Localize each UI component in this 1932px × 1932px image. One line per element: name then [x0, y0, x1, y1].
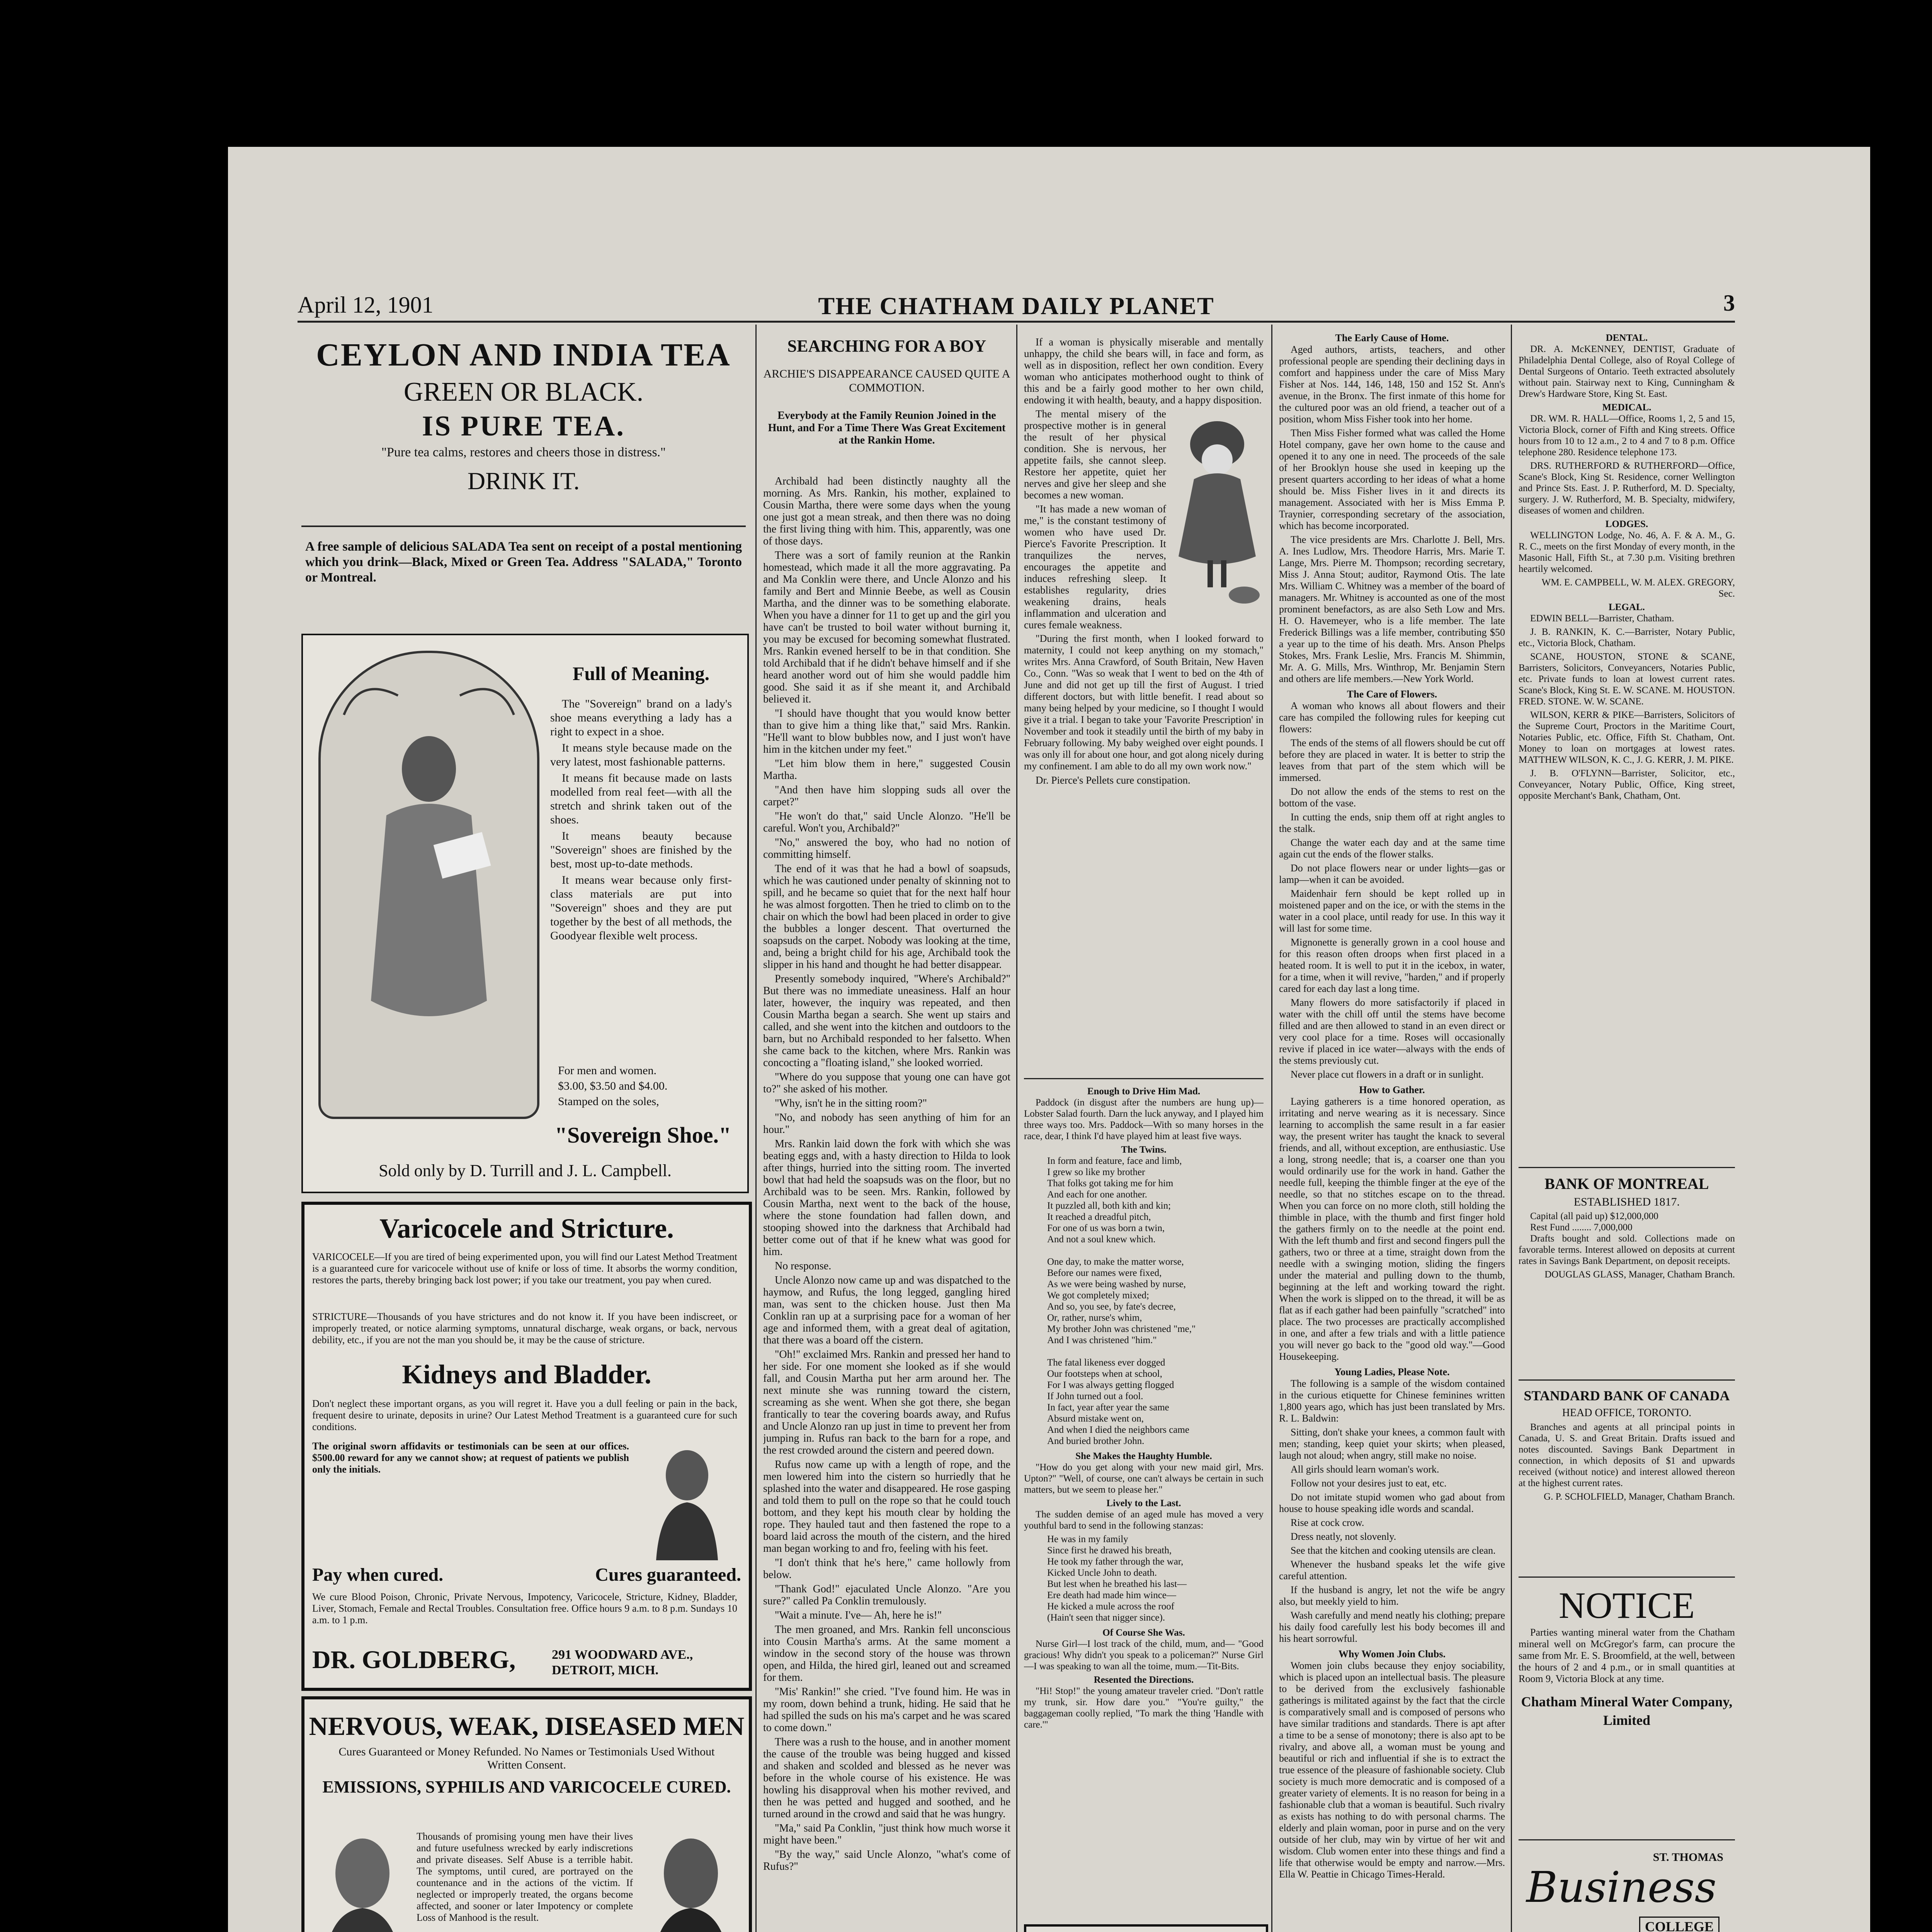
- story-para: "Mis' Rankin!" she cried. "I've found him. He was in my room, down behind a trunk, hiding. He said that he had spilled the suds on his ma's carpet and he was scared to come down.": [763, 1686, 1010, 1734]
- masthead: [298, 288, 1735, 319]
- flowers-heading: The Care of Flowers.: [1347, 689, 1437, 700]
- sovereign-heading: Full of Meaning.: [572, 663, 710, 684]
- story-para: "Ma," said Pa Conklin, "just think how much worse it might have been.": [763, 1822, 1010, 1846]
- home-para: Aged authors, artists, teachers, and other professional people are spending their declining days in comfort and happiness under the care of Miss Mary Fisher at Nos. 144, 146, 148, 150 and 152 St. Ann's avenue, in the Bronx. The first inmate of this home for the cultured poor was an old friend, a teacher out of a position, whom Miss Fisher took into her home.: [1279, 344, 1505, 425]
- lively-verse: He was in my family Since first he drawed his breath, He took my father through the war, Kicked Uncle John to death. But lest when he breathed his last— Ere death had made him wince— He kicked a mule across the roof (Hain't seen that nigger since).: [1047, 1534, 1187, 1623]
- legal-listing: EDWIN BELL—Barrister, Chatham.: [1530, 613, 1674, 624]
- lively-heading: Lively to the Last.: [1106, 1498, 1181, 1509]
- story-para: Presently somebody inquired, "Where's Archibald?" But there was no immediate uneasiness. Half an hour later, however, the inquiry was repeated, and then Cousin Martha began a search. She went up stairs and called, and she went into the kitchen and outdoors to the barn, but no Archibald responded to her falsetto. When she came back to the kitchen, where Mrs. Rankin was concocting a "floating island," she looked worried.: [763, 973, 1010, 1069]
- story-body: [763, 475, 1010, 1932]
- story-para: "Let him blow them in here," suggested Cousin Martha.: [763, 758, 1010, 782]
- sovereign-para: It means style because made on the very latest, most fashionable patterns.: [550, 742, 732, 768]
- varicocele-intro: VARICOCELE—If you are tired of being experimented upon, you will find our Latest Method Treatment is a guaranteed cure for varicocele without use of knife or loss of time. It absorbs the wormy condition, restores the parts, thereby bringing back lost power; if you take our treatment, you pay when cured.: [312, 1251, 737, 1286]
- varicocele-heading: Varicocele and Stricture.: [379, 1213, 674, 1244]
- lodge-listing: WELLINGTON Lodge, No. 46, A. F. & A. M., G. R. C., meets on the first Monday of every month, in the Masonic Hall, Fifth St., at 7.30 p.m. Visiting brethren heartily welcomed.: [1519, 530, 1735, 574]
- humble-body: "How do you get along with your new maid girl, Mrs. Upton?" "Well, of course, one can't always be certain in such matters, but we seem to please her.": [1024, 1462, 1264, 1495]
- story-para: "I don't think that he's here," came hollowly from below.: [763, 1557, 1010, 1581]
- legal-heading: LEGAL.: [1609, 602, 1645, 612]
- story-para: "I should have thought that you would know better than to give him a thing like that," said Mrs. Rankin. "He'll want to blow bubbles now, and I just won't have him in the kitchen under my feet.": [763, 707, 1010, 755]
- story-para: Archibald had been distinctly naughty all the morning. As Mrs. Rankin, his mother, explained to Cousin Martha, there were some days when the young one just got a mean streak, and then there was no doing the first living thing with him. This, apparently, was one of those days.: [763, 475, 1010, 547]
- story-para: Mrs. Rankin laid down the fork with which she was beating eggs and, with a hasty direction to Hilda to look after things, hurried into the sitting room. The inverted bowl that had held the soapsuds was on the floor, but no Archibald was to be seen. Mrs. Rankin, followed by Cousin Martha, next went to the back of the house, where the stone foundation had fallen down, and stooping showed into the darkness that Archibald had better come out of that if he knew what was good for him.: [763, 1138, 1010, 1258]
- story-para: "And then have him slopping suds all over the carpet?": [763, 784, 1010, 808]
- legal-listing: J. B. O'FLYNN—Barrister, Solicitor, etc., Conveyancer, Notary Public, Office, King street, opposite Merchant's Bank, Chatham, Ont.: [1519, 768, 1735, 801]
- bom-body: Drafts bought and sold. Collections made on favorable terms. Interest allowed on deposits at current rates in Savings Bank Department, on deposit receipts.: [1519, 1233, 1735, 1266]
- column-rule: [1271, 325, 1272, 1932]
- story-deck: Everybody at the Family Reunion Joined in the Hunt, and For a Time There Was Great Excitement at the Rankin Home.: [768, 410, 1006, 446]
- flowers-para: In cutting the ends, snip them off at right angles to the stalk.: [1279, 811, 1505, 834]
- legal-listing: J. B. RANKIN, K. C.—Barrister, Notary Public, etc., Victoria Block, Chatham.: [1519, 627, 1735, 648]
- ladies-para: See that the kitchen and cooking utensils are clean.: [1291, 1545, 1496, 1556]
- miscellany: [1024, 1086, 1264, 1797]
- ladies-para: Dress neatly, not slovenly.: [1291, 1531, 1396, 1542]
- nervous-men-ad: [301, 1696, 752, 1932]
- dental-heading: DENTAL.: [1605, 333, 1648, 343]
- flowers-para: The ends of the stems of all flowers should be cut off before they are placed in water. It is better to strip the leaves from that part of the stem which will be immersed.: [1279, 737, 1505, 783]
- kidneys-body: Don't neglect these important organs, as you will regret it. Have you a dull feeling or pain in the back, frequent desire to urinate, deposits in urine? Our Latest Method Treatment is a guaranteed cure for such conditions.: [312, 1398, 737, 1432]
- lively-body: The sudden demise of an aged mule has moved a very youthful bard to send in the following stanzas:: [1024, 1509, 1264, 1531]
- story-para: "Why, isn't he in the sitting room?": [775, 1097, 927, 1109]
- varicocele-consult: We cure Blood Poison, Chronic, Private Nervous, Impotency, Varicocele, Stricture, Kidney, Bladder, Liver, Stomach, Female and Rectal Troubles. Consultation free. Office hours 9 a.m. to 8 p.m. Sundays 10 a.m. to 1 p.m.: [312, 1591, 737, 1626]
- sovereign-prices-label: For men and women.: [558, 1064, 656, 1077]
- ceylon-line3: IS PURE TEA.: [422, 410, 625, 442]
- medical-listing: DR. WM. R. HALL—Office, Rooms 1, 2, 5 and 15, Victoria Block, corner of Fifth and King streets. Office hours from 10 to 12 a.m., 2 to 4 and 7 to 8 p.m. Office telephone 280. Residence telephone 173.: [1519, 413, 1735, 457]
- pierce-para: "It has made a new woman of me," is the constant testimony of women who have used Dr. Pierce's Favorite Prescription. It tranquilizes the nerves, encourages the appetite and induces refreshing sleep. It establishes regularity, dries weakening drains, heals inflammation and ulceration and cures female weakness.: [1024, 503, 1166, 631]
- before-figure: [316, 1831, 409, 1932]
- column-rule: [1511, 325, 1512, 1932]
- resented-body: "Hi! Stop!" the young amateur traveler cried. "Don't rattle my trunk, sir. How dare you." "You're guilty," the baggageman coolly replied, "To mark the thing 'Handle with care.'": [1024, 1686, 1264, 1730]
- flowers-para: Many flowers do more satisfactorily if placed in water with the chill off until the stems have become filled and are then allowed to stand in an even direct or very cool place for a time. Roses will occasionally revive if placed in ice water—always with the ends of the stems previously cut.: [1279, 997, 1505, 1066]
- home-heading: The Early Cause of Home.: [1335, 332, 1449, 344]
- goldberg-portrait: [645, 1444, 730, 1560]
- professional-directory: [1519, 332, 1735, 1159]
- nervous-body: Thousands of promising young men have their lives and future usefulness wrecked by early indiscretions and private diseases. Self Abuse is a terrible habit. The symptoms, until cured, are portrayed on the countenance and in the actions of the victim. If neglected or improperly treated, the organs become affected, and sooner or later Impotency or complete Loss of Manhood is the result.: [417, 1831, 633, 1923]
- sovereign-para: It means wear because only first-class materials are put into "Sovereign" shoes and they are put together by the best of all methods, the Goodyear flexible welt process.: [550, 874, 732, 942]
- bank-of-montreal-ad: [1519, 1175, 1735, 1376]
- story-para: There was a rush to the house, and in another moment the cause of the trouble was being hugged and kissed and shaken and scolded and blessed as he never was before in the whole course of his existence. He was howling his disapproval when his mother revived, and then he was petted and hugged and soothed, and he turned around in the crowd and said that he was hungry.: [763, 1736, 1010, 1820]
- resented-heading: Resented the Directions.: [1094, 1675, 1194, 1685]
- bom-rest: Rest Fund ........ 7,000,000: [1530, 1222, 1633, 1233]
- story-para: "Thank God!" ejaculated Uncle Alonzo. "Are you sure?" called Pa Conklin tremulously.: [763, 1583, 1010, 1607]
- story-para: "No," answered the boy, who had no notion of committing himself.: [763, 837, 1010, 861]
- home-para: Then Miss Fisher formed what was called the Home Hotel company, gave her own home to the cause and opened it to any one in need. The proceeds of the sale of her Brooklyn house she used in keeping up the present quarters according to her ideas of what a home should be. Miss Fisher lives in it and directs its management. Associated with her is Miss Emma P. Traynier, corresponding secretary of the association, which has become incorporated.: [1279, 427, 1505, 531]
- home-para: The vice presidents are Mrs. Charlotte J. Bell, Mrs. A. Ines Ludlow, Mrs. Theodore Harris, Mrs. Marie T. Lange, Mrs. Pierre M. Thompson; recording secretary, Miss J. Anna Stout; auditor, Raymond Otis. The late Mrs. William C. Whitney was a member of the board of managers. Mr. Whitney is accounted as one of the most prominent benefactors, as are also Seth Low and Mrs. H. O. Havemeyer, who is a life member. The late Frederick Billings was a life member, contributing $50 a year up to the time of his death. Mrs. Anson Phelps Stokes, Mrs. Frank Leslie, Mrs. Francis M. Shimmin, Mr. A. G. Mills, Mrs. Winthrop, Mr. Benjamin Stern and others are life members.—New York World.: [1279, 534, 1505, 684]
- ceylon-tea-ad: [301, 336, 746, 518]
- column-rule: [755, 325, 757, 1932]
- sovereign-para: The "Sovereign" brand on a lady's shoe means everything a lady has a right to expect in a shoe.: [550, 697, 732, 738]
- flowers-para: Maidenhair fern should be kept rolled up in moistened paper and on the ice, or with the stems in the water in a cool place, until ready for use. In this way it will last for some time.: [1279, 888, 1505, 934]
- bom-heading: BANK OF MONTREAL: [1544, 1175, 1709, 1192]
- enough-body: Paddock (in disgust after the numbers are hung up)—Lobster Salad fourth. Darn the luck anyway, and I played him three ways too. Mrs. Paddock—With so many horses in the race, dear, I think I'd have played him at least five ways.: [1024, 1097, 1264, 1141]
- pierce-para: Dr. Pierce's Pellets cure constipation.: [1036, 774, 1190, 786]
- medical-heading: MEDICAL.: [1602, 402, 1651, 413]
- pierce-para: "During the first month, when I looked forward to maternity, I could not keep anything on my stomach," writes Mrs. Anna Crawford, of South Britain, New Haven Co., Conn. "Was so weak that I went to bed on the 4th of June and did not get up till the first of August. I tried different doctors, but with little benefit. I read about so many being helped by your medicine, so I thought I would give it a trial. I began to take your 'Favorite Prescription' in November and took it steadily until the birth of my baby in February following. My baby weighed over eight pounds. I was only ill for about one hour, and got along nicely during my confinement. I am able to do all my own work now.": [1024, 633, 1264, 772]
- story-para: Uncle Alonzo now came up and was dispatched to the haymow, and Rufus, the long legged, gangling hired man, was sent to the chicken house. Just then Ma Conklin ran up at a surprising pace for a woman of her age and informed them, with a great deal of agitation, that there was a board off the cistern.: [763, 1274, 1010, 1346]
- flowers-para: Never place cut flowers in a draft or in sunlight.: [1291, 1069, 1484, 1080]
- story-para: No response.: [775, 1260, 832, 1272]
- after-figure: [645, 1831, 737, 1932]
- clubs-para: Women join clubs because they enjoy sociability, which is placed upon an intellectual basis. The pleasure to be derived from the exclusively fashionable gatherings is militated against by the fact that the circle is comparatively small and is composed of persons who have similar traditions and standards. There is apt after a time to be a sense of monotony; there is also apt to be rivalry, and above all, a woman must be young and beautiful or rich and influential if she is to extract the true essence of the pleasure of fashionable society. Club society is much more democratic and is composed of a greater variety of elements. It is no reason for being in a fashionable club that a woman is beautiful. Such rivalry as exists has nothing to do with personal charms. The elderly and plain woman, poor in purse and on the very outside of her club, may win by virtue of her wit and wisdom. Club women enter into these things and find a life that otherwise would be empty and narrow.—Mrs. Ella W. Peattie in Chicago Times-Herald.: [1279, 1660, 1505, 1880]
- story-para: There was a sort of family reunion at the Rankin homestead, which made it all the more aggravating. Pa and Ma Conklin were there, and Uncle Alonzo and his family and Bert and Minnie Beebe, as well as Cousin Martha, and the dinner was to be something elaborate. When you have a dinner for 11 to get up and the girl you have can't be trusted to boil water without burning it, you may be excused for becoming somewhat flustrated. Mrs. Rankin evened herself to be in that condition. She told Archibald that if he didn't behave himself and if she heard another word out of him she would paddle him good. She said it as if she meant it, and Archibald believed it.: [763, 549, 1010, 705]
- college-script: Business: [1526, 1862, 1717, 1912]
- story-para: The end of it was that he had a bowl of soapsuds, which he was cautioned under penalty of skinning not to spill, and he became so quiet that for the next half hour he was almost forgotten. Then he tried to climb on to the chair on which the bowl had been placed in order to give the bubbles a longer descent. That overturned the soapsuds on the carpet. Nobody was looking at the time, and, being a bright child for his age, Archibald took the slipper in his hand and thought he had better disappear.: [763, 863, 1010, 971]
- gather-para: Laying gatherers is a time honored operation, as irritating and nerve wearing as it is necessary. Since learning to accomplish the same result in a far easier way, the present writer has taught the knack to several friends, and all, without exception, are enthusiastic. Use a long, strong needle; that is, a coarser one than you would ordinarily use for the work in hand. Gather the needle full, keeping the thimble finger at the eye of the needle, so that no stitches escape on to the thread. When you can force on no more cloth, still holding the thimble in place, with the thumb and first finger hold the gathers firmly on to the needle at the point end. With the left thumb and first and second fingers pull the gathers, two or three at a time, straight down from the needle with a swinging motion, sliding the fingers under the material and pulling down to the thumb, beginning at the left and working toward the right. When the work is slipped on to the thread, it will be as flat as if each gather had been painfully "scratched" into place. The two processes are practically accomplished in one, and after a few trials and with a little patience you will never go back to the "good old way."—Good Housekeeping.: [1279, 1096, 1505, 1362]
- issue-date: April 12, 1901: [298, 292, 434, 318]
- pay-when-cured: Pay when cured.: [312, 1565, 444, 1585]
- ladies-para: Whenever the husband speaks let the wife give careful attention.: [1279, 1559, 1505, 1582]
- flowers-para: Change the water each day and at the same time again cut the ends of the flower stalks.: [1279, 837, 1505, 860]
- sovereign-brand: "Sovereign Shoe.": [554, 1122, 731, 1148]
- sovereign-prices: $3.00, $3.50 and $4.00.: [558, 1080, 668, 1092]
- sbc-heading: STANDARD BANK OF CANADA: [1524, 1388, 1730, 1403]
- kidneys-heading: Kidneys and Bladder.: [402, 1360, 651, 1389]
- story-para: "He won't do that," said Uncle Alonzo. "He'll be careful. Won't you, Archibald?": [763, 810, 1010, 834]
- story-para: "Where do you suppose that young one can have got to?" she asked of his mother.: [763, 1071, 1010, 1095]
- girl-with-dog-figure: [1171, 410, 1264, 611]
- sovereign-text: [550, 697, 732, 1056]
- twins-heading: The Twins.: [1121, 1145, 1167, 1155]
- flowers-para: Do not allow the ends of the stems to rest on the bottom of the vase.: [1279, 786, 1505, 809]
- sbc-sub: HEAD OFFICE, TORONTO.: [1562, 1407, 1692, 1419]
- notice-body: Parties wanting mineral water from the Chatham mineral well on McGregor's farm, can procure the same from Mr. E. S. Broomfield, at the well, between the hours of 2 and 4 p.m., or in small quantities at Room 9, Victoria Block at any time.: [1519, 1627, 1735, 1684]
- varicocele-ad: [301, 1202, 752, 1691]
- flowers-para: A woman who knows all about flowers and their care has compiled the following rules for keeping cut flowers:: [1279, 700, 1505, 735]
- story-heading: SEARCHING FOR A BOY: [787, 337, 986, 355]
- ladies-para: Rise at cock crow.: [1291, 1517, 1364, 1528]
- sbc-manager: G. P. SCHOLFIELD, Manager, Chatham Branch.: [1544, 1492, 1735, 1502]
- bom-established: ESTABLISHED 1817.: [1573, 1196, 1680, 1208]
- ladies-heading: Young Ladies, Please Note.: [1334, 1366, 1450, 1378]
- notice-ad: [1519, 1584, 1735, 1832]
- nervous-heading: NERVOUS, WEAK, DISEASED MEN: [309, 1711, 745, 1741]
- college-top: ST. THOMAS: [1653, 1851, 1723, 1864]
- varicocele-stricture: STRICTURE—Thousands of you have strictures and do not know it. If you have been indiscreet, or improperly treated, or notice alarming symptoms, unnatural discharge, weak organs, or back, nervous debility, etc., if you are not the man you should be, it may be the cause of stricture.: [312, 1311, 737, 1345]
- nervous-sub2: EMISSIONS, SYPHILIS AND VARICOCELE CURED.: [322, 1777, 731, 1796]
- varicocele-guarantee: The original sworn affidavits or testimonials can be seen at our offices. $500.00 reward for any we cannot show; at request of patients we publish only the initials.: [312, 1440, 629, 1475]
- pierce-para: The mental misery of the prospective mother is in general the result of her physical condition. She is nervous, her appetite fails, she cannot sleep. Restore her appetite, quiet her nerves and give her sleep and she becomes a new woman.: [1024, 408, 1166, 501]
- clubs-heading: Why Women Join Clubs.: [1338, 1648, 1446, 1660]
- business-college-ad: [1519, 1847, 1735, 1932]
- newspaper-title: THE CHATHAM DAILY PLANET: [818, 292, 1214, 320]
- story-para: "By the way," said Uncle Alonzo, "what's come of Rufus?": [763, 1849, 1010, 1872]
- sovereign-shoe-ad: [301, 634, 749, 1193]
- ceylon-line4: "Pure tea calms, restores and cheers those in distress.": [381, 445, 666, 459]
- ceylon-line5: DRINK IT.: [467, 467, 580, 495]
- story-para: Rufus now came up with a length of rope, and the men lowered him into the cistern so hurriedly that he splashed into the water and disappeared. He rose gasping and told them to pull on the rope so that he could touch bottom, and they kept his mouth clear by holding the rope. They hauled taut and then fastened the rope to a board laid across the mouth of the cistern, and the hired man began working to and fro, feeling with his feet.: [763, 1459, 1010, 1554]
- sovereign-para: It means beauty because "Sovereign" shoes are finished by the best, most up-to-date methods.: [550, 830, 732, 870]
- ad-divider: [1024, 1078, 1264, 1079]
- twins-verse: In form and feature, face and limb, I grew so like my brother That folks got taking me for him And each for one another. It puzzled all, both kith and kin; It reached a dreadful pitch, For one of us was born a twin, And not a soul knew which. One day, to make the matter worse, Before our names were fixed, As we were being washed by nurse, We got completely mixed; And so, you see, by fate's decree, Or, rather, nurse's whim, My brother John was christened "me," And I was christened "him." The fatal likeness ever dogged Our footsteps when at school, For I was always getting flogged If John turned out a fool. In fact, year after year the same Absurd mistake went on, And when I died the neighbors came And buried brother John.: [1047, 1156, 1196, 1446]
- enough-heading: Enough to Drive Him Mad.: [1087, 1086, 1201, 1097]
- bom-manager: DOUGLAS GLASS, Manager, Chatham Branch.: [1544, 1269, 1735, 1280]
- ad-divider: [1519, 1839, 1735, 1840]
- ladies-para: The following is a sample of the wisdom contained in the curious etiquette for Chinese feminines written 1,800 years ago, which has just been translated by Mrs. R. L. Baldwin:: [1279, 1378, 1505, 1424]
- standard-bank-ad: [1519, 1387, 1735, 1573]
- portrait-figure: [645, 1444, 730, 1560]
- ad-divider: [1519, 1167, 1735, 1168]
- story-para: The men groaned, and Mrs. Rankin fell unconscious into Cousin Martha's arms. At the same moment a window in the second story of the house was thrown open, and Hilda, the hired girl, leaned out and screamed for them.: [763, 1624, 1010, 1684]
- dental-listing: DR. A. McKENNEY, DENTIST, Graduate of Philadelphia Dental College, also of Royal College of Dental Surgeons of Ontario. Teeth extracted absolutely without pain. Stairway next to King, Cunningham & Drew's Hardware Store, King St. East.: [1519, 344, 1735, 399]
- lodges-heading: LODGES.: [1605, 519, 1648, 529]
- lady-reading-figure: [321, 653, 537, 1117]
- flowers-para: Mignonette is generally grown in a cool house and for this reason often droops when first placed in a heated room. It is well to put it in the icebox, in water, for a time, when it will revive, "harden," and if properly cared for each day last a long time.: [1279, 937, 1505, 994]
- ladies-para: All girls should learn woman's work.: [1291, 1464, 1439, 1475]
- ceylon-line2: GREEN OR BLACK.: [403, 377, 644, 407]
- ad-divider: [1519, 1577, 1735, 1578]
- ad-divider: [301, 526, 746, 527]
- gather-heading: How to Gather.: [1359, 1084, 1425, 1095]
- page-number: 3: [1723, 290, 1735, 316]
- story-para: "No, and nobody has seen anything of him for an hour.": [763, 1112, 1010, 1136]
- flowers-para: Do not place flowers near or under lights—gas or lamp—when it can be avoided.: [1279, 862, 1505, 885]
- ladies-para: If the husband is angry, let not the wife be angry also, but meekly yield to him.: [1279, 1584, 1505, 1607]
- mineral-signature: Chatham Mineral Water Company, Limited: [1521, 1694, 1733, 1728]
- story-para: "Wait a minute. I've— Ah, here he is!": [775, 1609, 942, 1621]
- after-portrait: [645, 1831, 737, 1932]
- legal-listing: WILSON, KERR & PIKE—Barristers, Solicitors of the Supreme Court, Proctors in the Maritime Court, Notaries Public, etc. Office, Fifth St. Chatham, Ont. Money to loan on mortgages at lowest rates. MATTHEW WILSON, K. C., J. G. KERR, J. M. PIKE.: [1519, 710, 1735, 765]
- sovereign-stamped: Stamped on the soles,: [558, 1095, 659, 1108]
- ladies-para: Sitting, don't shake your knees, a common fault with men; standing, keep quiet your skirts; when pleased, laugh not aloud; when angry, still make no noise.: [1279, 1427, 1505, 1461]
- ceylon-line1: CEYLON AND INDIA TEA: [316, 337, 731, 373]
- college-logo: [1519, 1847, 1735, 1932]
- pierce-ad: [1024, 336, 1264, 1070]
- college-bottom: COLLEGE: [1639, 1917, 1719, 1932]
- of-course-heading: Of Course She Was.: [1102, 1628, 1185, 1638]
- goldberg-name: DR. GOLDBERG,: [312, 1646, 516, 1674]
- story-para: "Oh!" exclaimed Mrs. Rankin and pressed her hand to her side. For one moment she looked as if she would fall, and Cousin Martha put her arm around her. The next minute she was running toward the cistern, screaming as she went. When she got there, she began frantically to tear the covering boards away, and Rufus and Uncle Alonzo ran up just in time to prevent her from jumping in. Rufus ran back to the barn for a rope, and the rest crowded around the cistern and peered down.: [763, 1349, 1010, 1456]
- notice-heading: NOTICE: [1559, 1585, 1695, 1626]
- of-course-body: Nurse Girl—I lost track of the child, mum, and— "Good gracious! Why didn't you speak to a policeman?" Nurse Girl—I was speaking to wan all the toime, mum.—Tit-Bits.: [1024, 1639, 1264, 1672]
- pierce-para: If a woman is physically miserable and mentally unhappy, the child she bears will, in face and form, as well as in disposition, reflect her own condition. Every woman who anticipates motherhood ought to think of this and be a fairly good mother to her own child, endowing it with health, beauty, and a happy disposition.: [1024, 336, 1264, 406]
- sovereign-illustration: [318, 651, 539, 1119]
- ladies-para: Wash carefully and mend neatly his clothing; prepare his daily food carefully lest his body becomes ill and his heart sorrowful.: [1279, 1610, 1505, 1644]
- col4-articles: [1279, 332, 1505, 1932]
- sovereign-para: It means fit because made on lasts modelled from real feet—with all the stretch and shrink taken out of the shoes.: [550, 772, 732, 826]
- story-subheading: ARCHIE'S DISAPPEARANCE CAUSED QUITE A COMMOTION.: [763, 367, 1010, 394]
- cures-guaranteed: Cures guaranteed.: [595, 1565, 741, 1585]
- girl-illustration: [1171, 410, 1264, 611]
- ad-divider: [1519, 1379, 1735, 1381]
- legal-listing: SCANE, HOUSTON, STONE & SCANE, Barristers, Solicitors, Conveyancers, Notaries Public, etc. Private funds to loan at lowest current rates. Scane's Block, King St. E. W. SCANE. M. HOUSTON. FRED. STONE. W. W. SCANE.: [1519, 651, 1735, 707]
- bom-capital: Capital (all paid up) $12,000,000: [1530, 1211, 1658, 1221]
- sovereign-sold-by: Sold only by D. Turrill and J. L. Campbell.: [379, 1161, 672, 1180]
- ladies-para: Follow not your desires just to eat, etc.: [1291, 1478, 1447, 1489]
- masthead-rule: [298, 321, 1735, 323]
- medical-listing: DRS. RUTHERFORD & RUTHERFORD—Office, Scane's Block, King St. Residence, corner Wellington and Prince Sts. East. J. P. Rutherford, M. D. Specialty, surgery. J. W. Rutherford, M. B. Specialty, midwifery, diseases of women and children.: [1519, 461, 1735, 516]
- goldberg-address: 291 WOODWARD AVE., DETROIT, MICH.: [552, 1648, 693, 1677]
- before-portrait: [316, 1831, 409, 1932]
- column-rule: [1016, 325, 1017, 1932]
- lodge-signature: WM. E. CAMPBELL, W. M. ALEX. GREGORY, Sec.: [1541, 577, 1735, 599]
- ladies-para: Do not imitate stupid women who gad about from house to house speaking idle words and scandal.: [1279, 1492, 1505, 1514]
- humble-heading: She Makes the Haughty Humble.: [1075, 1451, 1212, 1461]
- carters-ad: [1024, 1924, 1268, 1932]
- nervous-sub: Cures Guaranteed or Money Refunded. No Names or Testimonials Used Without Written Consent.: [338, 1745, 715, 1771]
- salada-ad: A free sample of delicious SALADA Tea sent on receipt of a postal mentioning which you drink—Black, Mixed or Green Tea. Address "SALADA," Toronto or Montreal.: [305, 539, 742, 585]
- sbc-body: Branches and agents at all principal points in Canada, U. S. and Great Britain. Drafts issued and notes discounted. Savings Bank Department in connection, in which deposits of $1 and upwards received (without notice) and interest allowed thereon at the highest current rates.: [1519, 1422, 1735, 1488]
